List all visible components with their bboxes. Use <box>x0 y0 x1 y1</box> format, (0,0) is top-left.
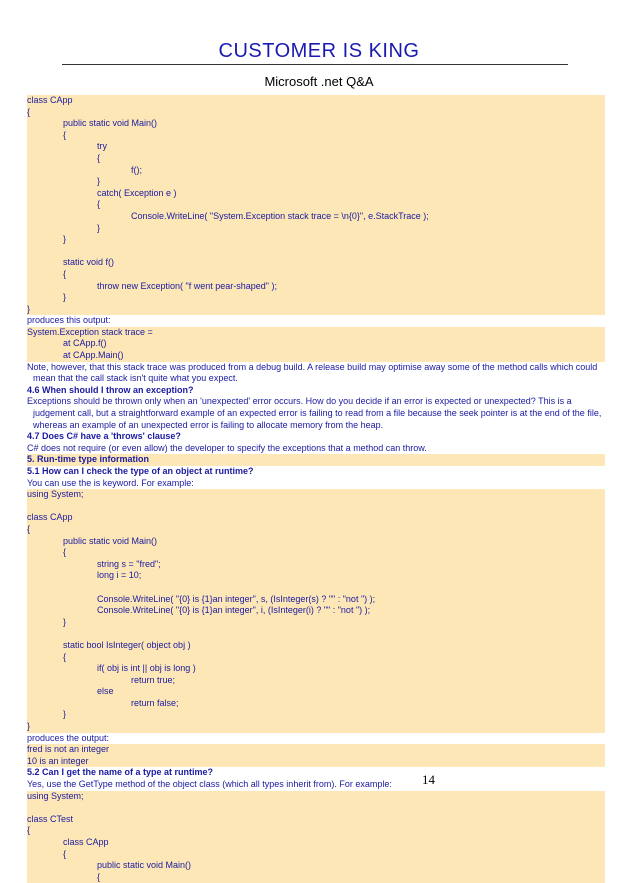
page-subtitle: Microsoft .net Q&A <box>264 74 374 89</box>
code-line: { <box>27 153 605 165</box>
code-line: class CApp <box>27 837 605 849</box>
code-line: string s = "fred"; <box>27 559 605 571</box>
code-line: } <box>27 304 605 316</box>
document-body <box>27 95 605 883</box>
code-line <box>27 582 605 594</box>
code-line: return false; <box>27 698 605 710</box>
title-rule <box>62 64 568 65</box>
code-line: fred is not an integer <box>27 744 605 756</box>
code-line: class CApp <box>27 512 605 524</box>
code-line: } <box>27 223 605 235</box>
code-line: Console.WriteLine( "{0} is {1}an integer", s, (IsInteger(s) ? "" : "not ") ); <box>27 594 605 606</box>
code-line: { <box>27 652 605 664</box>
text-line: C# does not require (or even allow) the developer to specify the exceptions that a method can throw. <box>27 443 605 455</box>
code-line: using System; <box>27 791 605 803</box>
code-line: public static void Main() <box>27 536 605 548</box>
code-line: } <box>27 176 605 188</box>
code-line: { <box>27 524 605 536</box>
code-line: catch( Exception e ) <box>27 188 605 200</box>
code-line: throw new Exception( "f went pear-shaped" ); <box>27 281 605 293</box>
code-line: return true; <box>27 675 605 687</box>
code-line: public static void Main() <box>27 860 605 872</box>
section-heading: 4.6 When should I throw an exception? <box>27 385 605 397</box>
code-line: } <box>27 292 605 304</box>
code-line: } <box>27 617 605 629</box>
code-line: { <box>27 849 605 861</box>
code-line: Console.WriteLine( "System.Exception stack trace = \n{0}", e.StackTrace ); <box>27 211 605 223</box>
chapter-heading: 5. Run-time type information <box>27 454 605 466</box>
code-line: else <box>27 686 605 698</box>
code-line: using System; <box>27 489 605 501</box>
code-line: Console.WriteLine( "{0} is {1}an integer", i, (IsInteger(i) ? "" : "not ") ); <box>27 605 605 617</box>
code-line: long i = 10; <box>27 570 605 582</box>
code-line: at CApp.f() <box>27 338 605 350</box>
code-line: { <box>27 130 605 142</box>
code-line <box>27 628 605 640</box>
code-line: class CTest <box>27 814 605 826</box>
code-line: { <box>27 825 605 837</box>
code-line: public static void Main() <box>27 118 605 130</box>
code-line <box>27 501 605 513</box>
code-line: class CApp <box>27 95 605 107</box>
code-line: static bool IsInteger( object obj ) <box>27 640 605 652</box>
code-line: if( obj is int || obj is long ) <box>27 663 605 675</box>
text-line: produces this output: <box>27 315 605 327</box>
text-line: produces the output: <box>27 733 605 745</box>
paragraph: Exceptions should be thrown only when an 'unexpected' error occurs. How do you decide if an error is expected or unexpected? This is a judgement call, but a straightforward example of an expected error is failing to read from a file because the seek pointer is at the end of the file, whereas an example of an unexpected error is failing to allocate memory from the heap. <box>27 396 605 431</box>
code-line: { <box>27 199 605 211</box>
code-line <box>27 246 605 258</box>
text-line: You can use the is keyword. For example: <box>27 478 605 490</box>
code-line: 10 is an integer <box>27 756 605 768</box>
paragraph: Note, however, that this stack trace was produced from a debug build. A release build may optimise away some of the method calls which could mean that the call stack isn't quite what you expect. <box>27 362 605 385</box>
text-line: Yes, use the GetType method of the object class (which all types inherit from). For example: <box>27 779 605 791</box>
section-heading: 5.2 Can I get the name of a type at runtime? <box>27 767 605 779</box>
code-line: { <box>27 547 605 559</box>
page-number: 14 <box>422 772 435 787</box>
code-line: { <box>27 872 605 883</box>
code-line: try <box>27 141 605 153</box>
code-line: } <box>27 721 605 733</box>
code-line <box>27 802 605 814</box>
section-heading: 4.7 Does C# have a 'throws' clause? <box>27 431 605 443</box>
code-line: f(); <box>27 165 605 177</box>
code-line: { <box>27 107 605 119</box>
code-line: } <box>27 234 605 246</box>
page-title: CUSTOMER IS KING <box>218 40 420 62</box>
section-heading: 5.1 How can I check the type of an object at runtime? <box>27 466 605 478</box>
code-line: at CApp.Main() <box>27 350 605 362</box>
code-line: System.Exception stack trace = <box>27 327 605 339</box>
code-line: } <box>27 709 605 721</box>
code-line: static void f() <box>27 257 605 269</box>
code-line: { <box>27 269 605 281</box>
